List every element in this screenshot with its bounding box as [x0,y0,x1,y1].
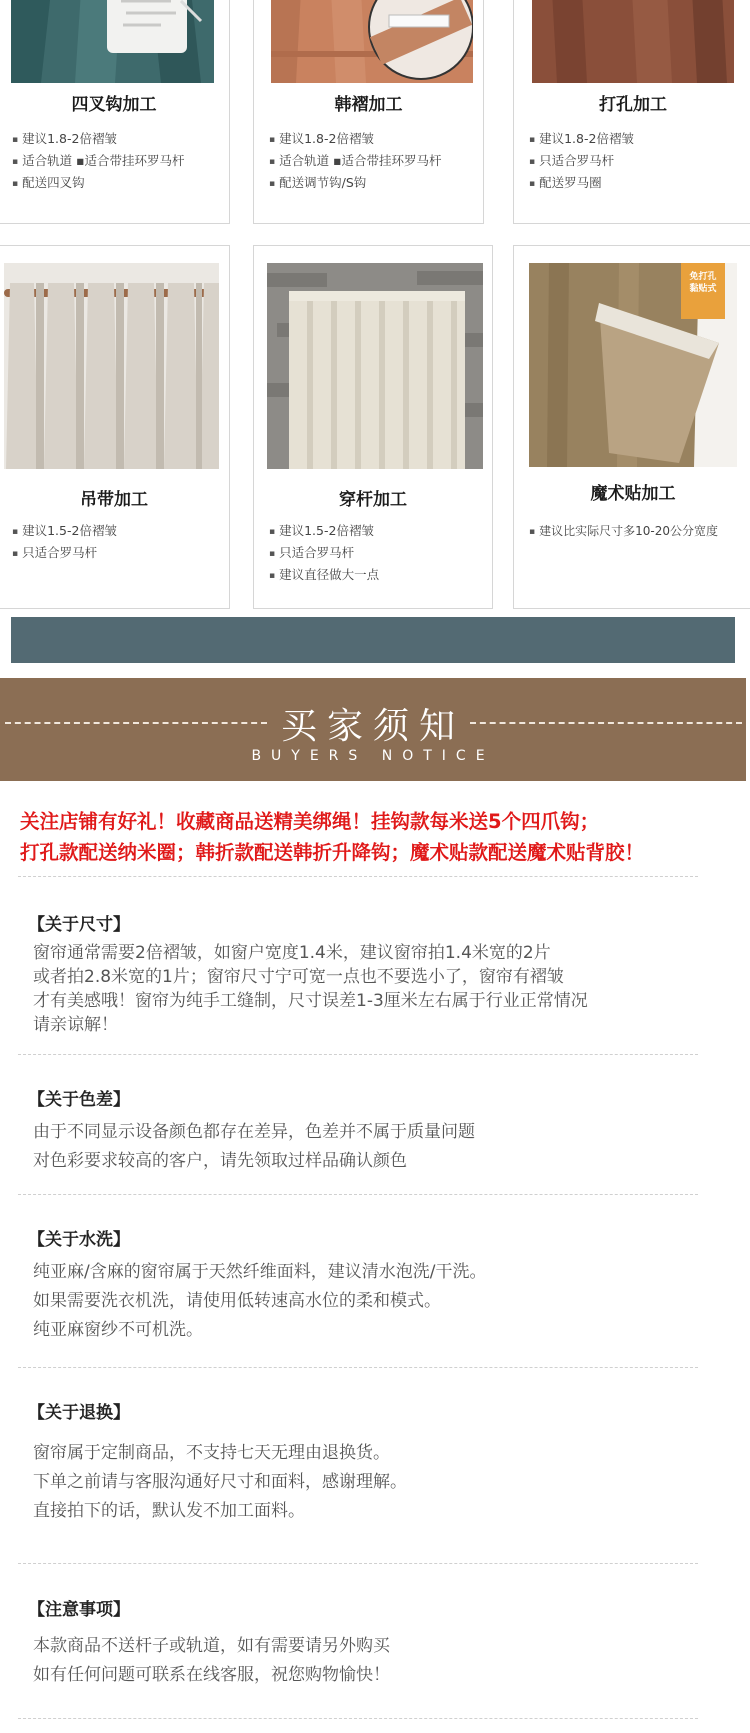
card-four-prong-hook [0,0,230,224]
buyers-notice-header [0,678,746,781]
divider [18,1563,698,1564]
velcro-tag-line2: 黏贴式 [689,284,717,294]
rod-pocket-photo [267,263,483,469]
divider [18,1367,698,1368]
notice-subtitle: BUYERS NOTICE [251,748,495,764]
feature-item: ▪ 只适合罗马杆 [529,150,634,172]
feature-item: ▪ 配送四叉钩 [12,172,185,194]
card-velcro [513,245,750,609]
card-title: 打孔加工 [599,95,667,115]
velcro-photo [529,263,737,467]
feature-item: ▪ 适合轨道 ▪适合带挂环罗马杆 [12,150,185,172]
tab-top-photo [4,263,219,469]
card-title: 穿杆加工 [339,490,407,510]
four-prong-hook-photo [11,0,214,83]
section-title-color: 【关于色差】 [28,1090,130,1110]
feature-item: ▪ 配送罗马圈 [529,172,634,194]
card-features [269,520,379,586]
feature-item: ▪ 只适合罗马杆 [269,542,379,564]
card-features [269,128,442,194]
promo-line-2: 打孔款配送纳米圈；韩折款配送韩折升降钩；魔术贴款配送魔术贴背胶！ [20,841,645,864]
feature-item: ▪ 适合轨道 ▪适合带挂环罗马杆 [269,150,442,172]
card-title: 魔术贴加工 [590,484,676,504]
card-title: 吊带加工 [80,490,148,510]
feature-item: ▪ 建议1.5-2倍褶皱 [269,520,379,542]
section-title-returns: 【关于退换】 [28,1403,130,1423]
divider [18,876,698,877]
section-body-notes [33,1632,733,1690]
velcro-tag [681,271,725,295]
section-title-washing: 【关于水洗】 [28,1230,130,1250]
body-line: 直接拍下的话，默认发不加工面料。 [33,1501,305,1521]
color-band [11,617,735,663]
body-line: 窗帘通常需要2倍褶皱，如窗户宽度1.4米，建议窗帘拍1.4米宽的2片 [33,943,551,963]
body-line: 如果需要洗衣机洗，请使用低转速高水位的柔和模式。 [33,1291,441,1311]
body-line: 窗帘属于定制商品，不支持七天无理由退换货。 [33,1443,390,1463]
card-grommet [513,0,750,224]
body-line: 纯亚麻窗纱不可机洗。 [33,1320,203,1340]
feature-item: ▪ 建议1.8-2倍褶皱 [529,128,634,150]
body-line: 由于不同显示设备颜色都存在差异，色差并不属于质量问题 [33,1122,475,1142]
korean-pleat-photo [271,0,473,83]
section-title-notes: 【注意事项】 [28,1600,130,1620]
feature-item: ▪ 建议1.8-2倍褶皱 [12,128,185,150]
card-korean-pleat [253,0,484,224]
body-line: 对色彩要求较高的客户，请先领取过样品确认颜色 [33,1151,407,1171]
card-features [529,520,718,542]
section-body-washing [33,1258,733,1345]
section-body-size [33,941,733,1037]
body-line: 请亲谅解！ [33,1015,118,1035]
card-features [12,128,185,194]
card-title: 四叉钩加工 [71,95,157,115]
body-line: 如有任何问题可联系在线客服，祝您购物愉快！ [33,1665,390,1685]
card-features [529,128,634,194]
section-title-size: 【关于尺寸】 [28,915,130,935]
grommet-photo [532,0,734,83]
body-line: 才有美感哦！窗帘为纯手工缝制，尺寸误差1-3厘米左右属于行业正常情况 [33,991,588,1011]
divider [18,1718,698,1719]
notice-title: 买家须知 [280,706,465,747]
body-line: 本款商品不送杆子或轨道，如有需要请另外购买 [33,1636,390,1656]
feature-item: ▪ 建议1.8-2倍褶皱 [269,128,442,150]
card-rod-pocket [253,245,493,609]
body-line: 下单之前请与客服沟通好尺寸和面料，感谢理解。 [33,1472,407,1492]
feature-item: ▪ 建议1.5-2倍褶皱 [12,520,117,542]
body-line: 或者拍2.8米宽的1片；窗帘尺寸宁可宽一点也不要选小了，窗帘有褶皱 [33,967,564,987]
promo-line-1: 关注店铺有好礼！收藏商品送精美绑绳！挂钩款每米送5个四爪钩； [20,810,600,833]
card-features [12,520,117,564]
feature-item: ▪ 只适合罗马杆 [12,542,117,564]
divider [18,1054,698,1055]
card-tab-top [0,245,230,609]
section-body-returns [33,1439,733,1526]
feature-item: ▪ 配送调节钩/S钩 [269,172,442,194]
section-body-color [33,1118,733,1176]
feature-item: ▪ 建议直径做大一点 [269,564,379,586]
card-title: 韩褶加工 [334,95,403,115]
feature-item: ▪ 建议比实际尺寸多10-20公分宽度 [529,520,718,542]
body-line: 纯亚麻/含麻的窗帘属于天然纤维面料，建议清水泡洗/干洗。 [33,1262,487,1282]
divider [18,1194,698,1195]
velcro-tag-line1: 免打孔 [689,272,717,282]
